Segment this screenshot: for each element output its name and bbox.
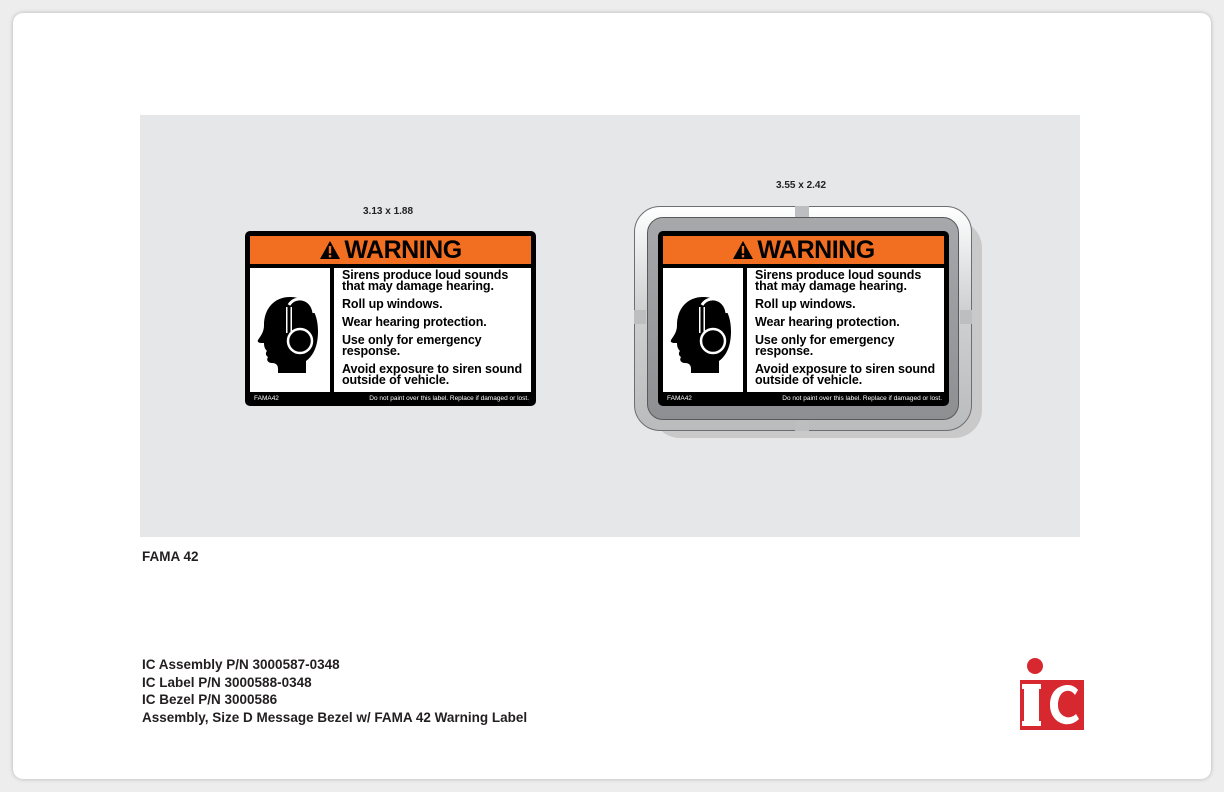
- label-part-number: IC Label P/N 3000588-0348: [142, 674, 312, 690]
- product-caption: FAMA 42: [142, 549, 199, 564]
- assembly-part-number: IC Assembly P/N 3000587-0348: [142, 657, 340, 672]
- bezel-notch: [960, 310, 972, 324]
- warning-header: [250, 236, 531, 264]
- warning-title: WARNING: [344, 236, 462, 264]
- bezel-warning-label: [658, 231, 949, 406]
- message-line: Wear hearing protection.: [755, 315, 900, 329]
- warning-triangle-icon: [319, 240, 341, 260]
- bezel-label-dimension: 3.55 x 2.42: [776, 180, 827, 191]
- warning-title: WARNING: [757, 236, 875, 264]
- warning-triangle-icon: [732, 240, 754, 260]
- label-footer: [252, 393, 531, 405]
- message-line: Use only for emergency response.: [342, 333, 482, 358]
- message-line: Avoid exposure to siren sound outside of vehicle.: [755, 362, 935, 387]
- small-warning-label: [245, 231, 536, 406]
- hearing-protection-icon: [669, 285, 737, 375]
- hearing-protection-icon: [256, 285, 324, 375]
- message-line: Avoid exposure to siren sound outside of vehicle.: [342, 362, 522, 387]
- label-footer: [665, 393, 944, 405]
- label-note: Do not paint over this label. Replace if damaged or lost.: [369, 395, 529, 402]
- message-panel: [747, 268, 944, 392]
- icon-panel: [663, 268, 743, 392]
- message-line: Roll up windows.: [342, 297, 443, 311]
- bezel-part-number: IC Bezel P/N 3000586: [142, 692, 278, 707]
- message-line: Sirens produce loud sounds that may damage hearing.: [755, 268, 922, 293]
- message-line: Wear hearing protection.: [342, 315, 487, 329]
- message-line: Use only for emergency response.: [755, 333, 895, 358]
- label-note: Do not paint over this label. Replace if damaged or lost.: [782, 395, 942, 402]
- part-number-block: [142, 656, 527, 726]
- assembly-description: Assembly, Size D Message Bezel w/ FAMA 42 Warning Label: [142, 709, 528, 725]
- message-line: Roll up windows.: [755, 297, 856, 311]
- label-code: FAMA42: [667, 395, 692, 402]
- label-code: FAMA42: [254, 395, 279, 402]
- ic-logo: [1020, 656, 1084, 730]
- warning-header: [663, 236, 944, 264]
- message-panel: [334, 268, 531, 392]
- small-label-dimension: 3.13 x 1.88: [363, 206, 414, 217]
- bezel-notch: [795, 419, 809, 431]
- icon-panel: [250, 268, 330, 392]
- bezel-notch: [634, 310, 646, 324]
- message-line: Sirens produce loud sounds that may damage hearing.: [342, 268, 509, 293]
